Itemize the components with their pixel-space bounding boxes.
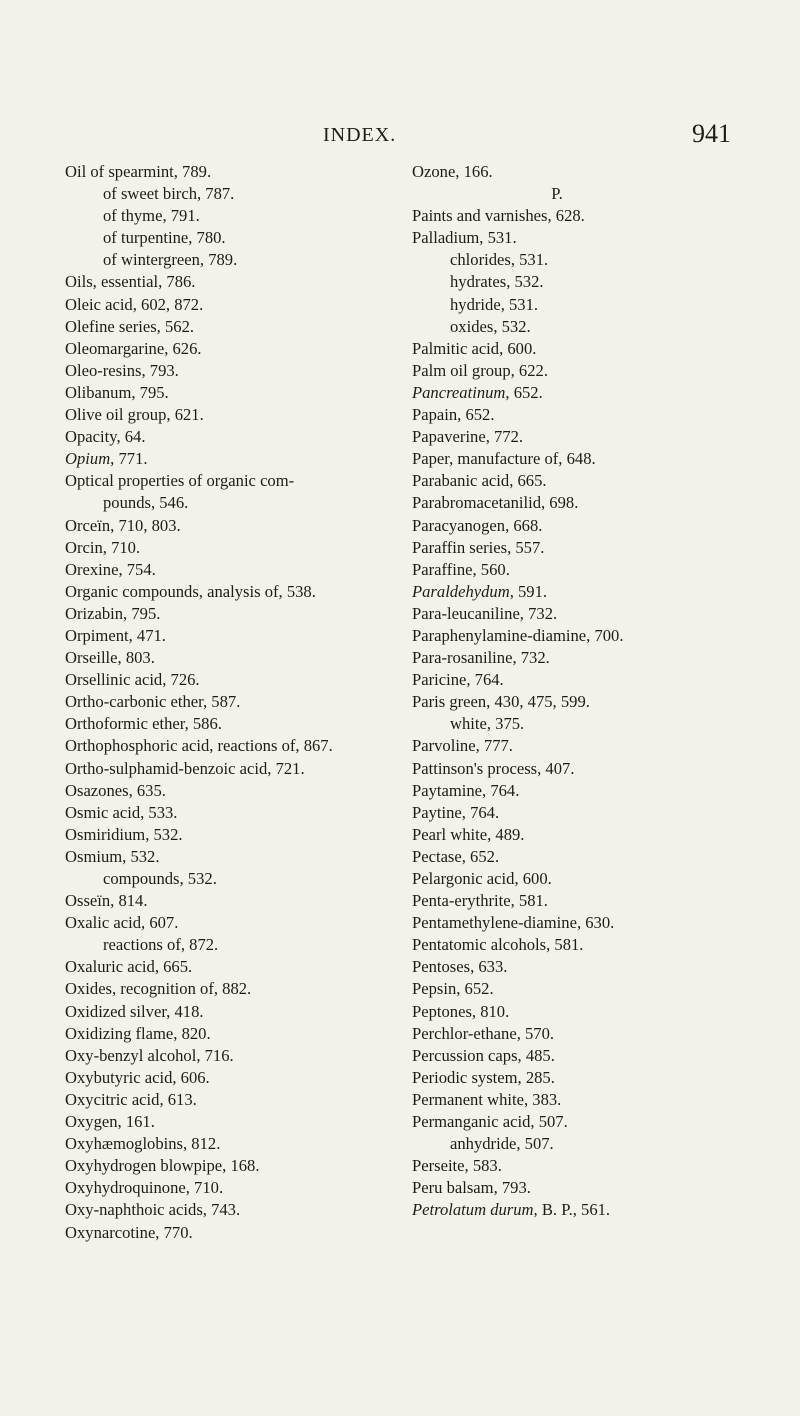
index-entry: [412, 824, 772, 846]
entry-text: Percussion caps, 485.: [412, 1045, 555, 1065]
index-subentry: [65, 934, 400, 956]
index-entry: [65, 802, 400, 824]
index-entry: [412, 161, 772, 183]
entry-text: Orthophosphoric acid, reactions of, 867.: [65, 736, 333, 756]
entry-text: Oxy-naphthoic acids, 743.: [65, 1200, 241, 1220]
index-entry: [412, 691, 772, 713]
index-entry: [65, 846, 400, 868]
index-entry: [412, 956, 772, 978]
entry-text: Perseite, 583.: [412, 1156, 502, 1176]
entry-text: Pepsin, 652.: [412, 979, 494, 999]
index-entry: [65, 426, 400, 448]
entry-text: Pentoses, 633.: [412, 957, 508, 977]
entry-text: Parvoline, 777.: [412, 736, 513, 756]
index-entry: [65, 1222, 400, 1244]
index-entry: [65, 669, 400, 691]
index-entry: [65, 735, 400, 757]
entry-text: Olefine series, 562.: [65, 316, 195, 336]
index-entry: [65, 404, 400, 426]
entry-text: Petrolatum durum: [412, 1200, 534, 1220]
entry-text: , B. P., 561.: [533, 1200, 611, 1220]
entry-text: Pentatomic alcohols, 581.: [412, 935, 584, 955]
index-entry: [65, 978, 400, 1000]
page-number: 941: [692, 119, 731, 148]
index-entry: [412, 603, 772, 625]
entry-text: Para-leucaniline, 732.: [412, 603, 558, 623]
entry-text: Orthoformic ether, 586.: [65, 714, 222, 734]
entry-text: Paracyanogen, 668.: [412, 515, 543, 535]
index-entry: [65, 1045, 400, 1067]
entry-text: oxides, 532.: [450, 316, 531, 336]
entry-text: Oleic acid, 602, 872.: [65, 294, 204, 314]
entry-text: Orseille, 803.: [65, 648, 155, 668]
entry-text: Parabanic acid, 665.: [412, 471, 547, 491]
index-entry: [412, 934, 772, 956]
entry-text: Oxygen, 161.: [65, 1112, 155, 1132]
entry-text: Paraffine, 560.: [412, 559, 510, 579]
index-entry: [65, 271, 400, 293]
entry-text: Paper, manufacture of, 648.: [412, 449, 596, 469]
index-entry: [412, 360, 772, 382]
index-subentry: [412, 1133, 772, 1155]
index-entry: [65, 1001, 400, 1023]
index-entry: [65, 581, 400, 603]
index-entry: [412, 559, 772, 581]
index-entry: [65, 713, 400, 735]
index-entry: [65, 338, 400, 360]
index-entry: [412, 338, 772, 360]
index-entry: [65, 537, 400, 559]
index-entry: [65, 1199, 400, 1221]
index-subentry: [65, 868, 400, 890]
entry-text: Parabromacetanilid, 698.: [412, 493, 579, 513]
index-entry: [65, 515, 400, 537]
entry-text: Paris green, 430, 475, 599.: [412, 692, 590, 712]
index-column-left: [65, 161, 400, 1244]
entry-text: hydride, 531.: [450, 294, 539, 314]
index-subentry: [65, 249, 400, 271]
entry-text: Oxidized silver, 418.: [65, 1001, 204, 1021]
entry-text: hydrates, 532.: [450, 272, 544, 292]
entry-text: Pancreatinum: [412, 382, 506, 402]
entry-text: Oxy-benzyl alcohol, 716.: [65, 1045, 234, 1065]
index-entry: [412, 581, 772, 603]
entry-text: Oleomargarine, 626.: [65, 338, 202, 358]
entry-text: Oleo-resins, 793.: [65, 360, 179, 380]
entry-text: Osmiridium, 532.: [65, 824, 183, 844]
index-entry: [412, 205, 772, 227]
index-entry: [65, 1111, 400, 1133]
index-entry: [412, 1111, 772, 1133]
page-header: [0, 119, 800, 154]
index-entry: [412, 492, 772, 514]
entry-text: compounds, 532.: [103, 869, 217, 888]
index-subentry: [412, 713, 772, 735]
index-entry: [65, 1155, 400, 1177]
entry-text: Ortho-sulphamid-benzoic acid, 721.: [65, 758, 305, 778]
index-entry: [65, 382, 400, 404]
entry-text: anhydride, 507.: [450, 1134, 554, 1154]
index-entry: [65, 470, 400, 492]
entry-text: Osmic acid, 533.: [65, 802, 178, 822]
index-entry: [412, 470, 772, 492]
index-entry: [412, 669, 772, 691]
entry-text: Peru balsam, 793.: [412, 1178, 531, 1198]
index-entry: [412, 802, 772, 824]
index-entry: [65, 824, 400, 846]
entry-text: Orpiment, 471.: [65, 625, 166, 645]
entry-text: Osmium, 532.: [65, 846, 160, 866]
index-entry: [412, 515, 772, 537]
index-subentry: [412, 249, 772, 271]
entry-text: Oxyhydroquinone, 710.: [65, 1178, 224, 1198]
entry-text: Pearl white, 489.: [412, 824, 525, 844]
index-entry: [412, 1155, 772, 1177]
index-entry: [412, 647, 772, 669]
index-entry: [65, 691, 400, 713]
index-entry: [412, 448, 772, 470]
entry-text: Oxybutyric acid, 606.: [65, 1067, 210, 1087]
entry-text: Peptones, 810.: [412, 1001, 510, 1021]
entry-text: Oxynarcotine, 770.: [65, 1222, 193, 1242]
index-entry: [65, 1023, 400, 1045]
index-entry: [412, 978, 772, 1000]
entry-text: Opium: [65, 449, 111, 469]
entry-text: Paytamine, 764.: [412, 780, 520, 800]
entry-text: Pelargonic acid, 600.: [412, 869, 552, 888]
entry-text: Oxidizing flame, 820.: [65, 1023, 211, 1043]
entry-text: Oxyhydrogen blowpipe, 168.: [65, 1156, 260, 1176]
index-entry: [412, 868, 772, 890]
index-entry: [65, 1067, 400, 1089]
entry-text: Paraffin series, 557.: [412, 537, 545, 557]
index-entry: [412, 1045, 772, 1067]
entry-text: Orexine, 754.: [65, 559, 156, 579]
index-entry: [412, 404, 772, 426]
entry-text: Papaverine, 772.: [412, 427, 524, 447]
entry-text: Paraphenylamine-diamine, 700.: [412, 625, 624, 645]
index-entry: [65, 1089, 400, 1111]
index-entry: [412, 1023, 772, 1045]
index-entry: [65, 1177, 400, 1199]
index-entry: [65, 294, 400, 316]
entry-text: Osazones, 635.: [65, 780, 166, 800]
index-subentry: [412, 294, 772, 316]
entry-text: pounds, 546.: [103, 493, 189, 513]
entry-text: white, 375.: [450, 714, 525, 734]
entry-text: Penta-erythrite, 581.: [412, 891, 548, 911]
index-entry: [412, 426, 772, 448]
entry-text: of turpentine, 780.: [103, 228, 226, 248]
entry-text: Palm oil group, 622.: [412, 360, 548, 380]
entry-text: Papain, 652.: [412, 405, 495, 425]
index-subentry: [412, 316, 772, 338]
entry-text: Pentamethylene-diamine, 630.: [412, 913, 615, 933]
entry-text: Paytine, 764.: [412, 802, 500, 822]
entry-text: Palmitic acid, 600.: [412, 338, 537, 358]
index-entry: [65, 956, 400, 978]
index-entry: [65, 161, 400, 183]
entry-text: Oxycitric acid, 613.: [65, 1089, 197, 1109]
index-entry: [65, 603, 400, 625]
entry-text: P.: [551, 184, 563, 204]
index-entry: [65, 890, 400, 912]
index-entry: [65, 912, 400, 934]
entry-text: Oxyhæmoglobins, 812.: [65, 1134, 221, 1154]
entry-text: of wintergreen, 789.: [103, 250, 238, 270]
index-entry: [65, 1133, 400, 1155]
entry-text: Paints and varnishes, 628.: [412, 206, 585, 226]
entry-text: Orcin, 710.: [65, 537, 141, 557]
index-entry: [412, 1199, 772, 1221]
index-entry: [65, 625, 400, 647]
entry-text: of thyme, 791.: [103, 206, 200, 226]
index-entry: [412, 1001, 772, 1023]
entry-text: Oxalic acid, 607.: [65, 913, 179, 933]
entry-text: chlorides, 531.: [450, 250, 549, 270]
index-entry: [65, 780, 400, 802]
entry-text: Olive oil group, 621.: [65, 405, 204, 425]
entry-text: Orizabin, 795.: [65, 603, 161, 623]
entry-text: Oils, essential, 786.: [65, 272, 196, 292]
index-entry: [65, 758, 400, 780]
index-subentry: [65, 205, 400, 227]
index-entry: [65, 647, 400, 669]
index-entry: [412, 1177, 772, 1199]
index-subentry: [65, 227, 400, 249]
index-entry: [65, 492, 400, 514]
entry-text: Organic compounds, analysis of, 538.: [65, 581, 316, 601]
entry-text: Paraldehydum: [412, 581, 510, 601]
entry-text: Oxides, recognition of, 882.: [65, 979, 252, 999]
entry-text: Pectase, 652.: [412, 846, 500, 866]
entry-text: Palladium, 531.: [412, 228, 517, 248]
index-entry: [65, 360, 400, 382]
entry-text: Oxaluric acid, 665.: [65, 957, 193, 977]
entry-text: Olibanum, 795.: [65, 382, 169, 402]
entry-text: Para-rosaniline, 732.: [412, 648, 550, 668]
index-entry: [65, 559, 400, 581]
entry-text: Periodic system, 285.: [412, 1067, 555, 1087]
entry-text: Osseïn, 814.: [65, 891, 148, 911]
index-entry: [412, 735, 772, 757]
entry-text: Optical properties of organic com-: [65, 471, 295, 491]
entry-text: Pattinson's process, 407.: [412, 758, 575, 778]
entry-text: Oil of spearmint, 789.: [65, 162, 212, 181]
index-entry: [65, 316, 400, 338]
index-entry: [412, 1067, 772, 1089]
index-entry: [412, 537, 772, 559]
running-title: INDEX.: [323, 124, 397, 146]
entry-text: Ortho-carbonic ether, 587.: [65, 692, 241, 712]
entry-text: of sweet birch, 787.: [103, 184, 235, 204]
entry-text: reactions of, 872.: [103, 935, 219, 955]
index-column-right: [412, 161, 772, 1222]
entry-text: Permanent white, 383.: [412, 1089, 562, 1109]
entry-text: Permanganic acid, 507.: [412, 1112, 568, 1132]
index-entry: [412, 912, 772, 934]
index-entry: [412, 846, 772, 868]
index-subentry: [412, 271, 772, 293]
entry-text: , 771.: [110, 449, 148, 469]
section-letter: [412, 183, 772, 205]
entry-text: Paricine, 764.: [412, 670, 504, 690]
entry-text: , 652.: [505, 382, 543, 402]
entry-text: Orceïn, 710, 803.: [65, 515, 181, 535]
entry-text: Perchlor-ethane, 570.: [412, 1023, 555, 1043]
entry-text: , 591.: [509, 581, 548, 601]
entry-text: Orsellinic acid, 726.: [65, 670, 200, 690]
index-entry: [412, 625, 772, 647]
index-entry: [412, 890, 772, 912]
index-entry: [412, 1089, 772, 1111]
index-entry: [412, 780, 772, 802]
index-subentry: [65, 183, 400, 205]
index-entry: [412, 227, 772, 249]
index-entry: [412, 382, 772, 404]
entry-text: Ozone, 166.: [412, 162, 493, 181]
index-entry: [412, 758, 772, 780]
index-entry: [65, 448, 400, 470]
entry-text: Opacity, 64.: [65, 427, 146, 447]
